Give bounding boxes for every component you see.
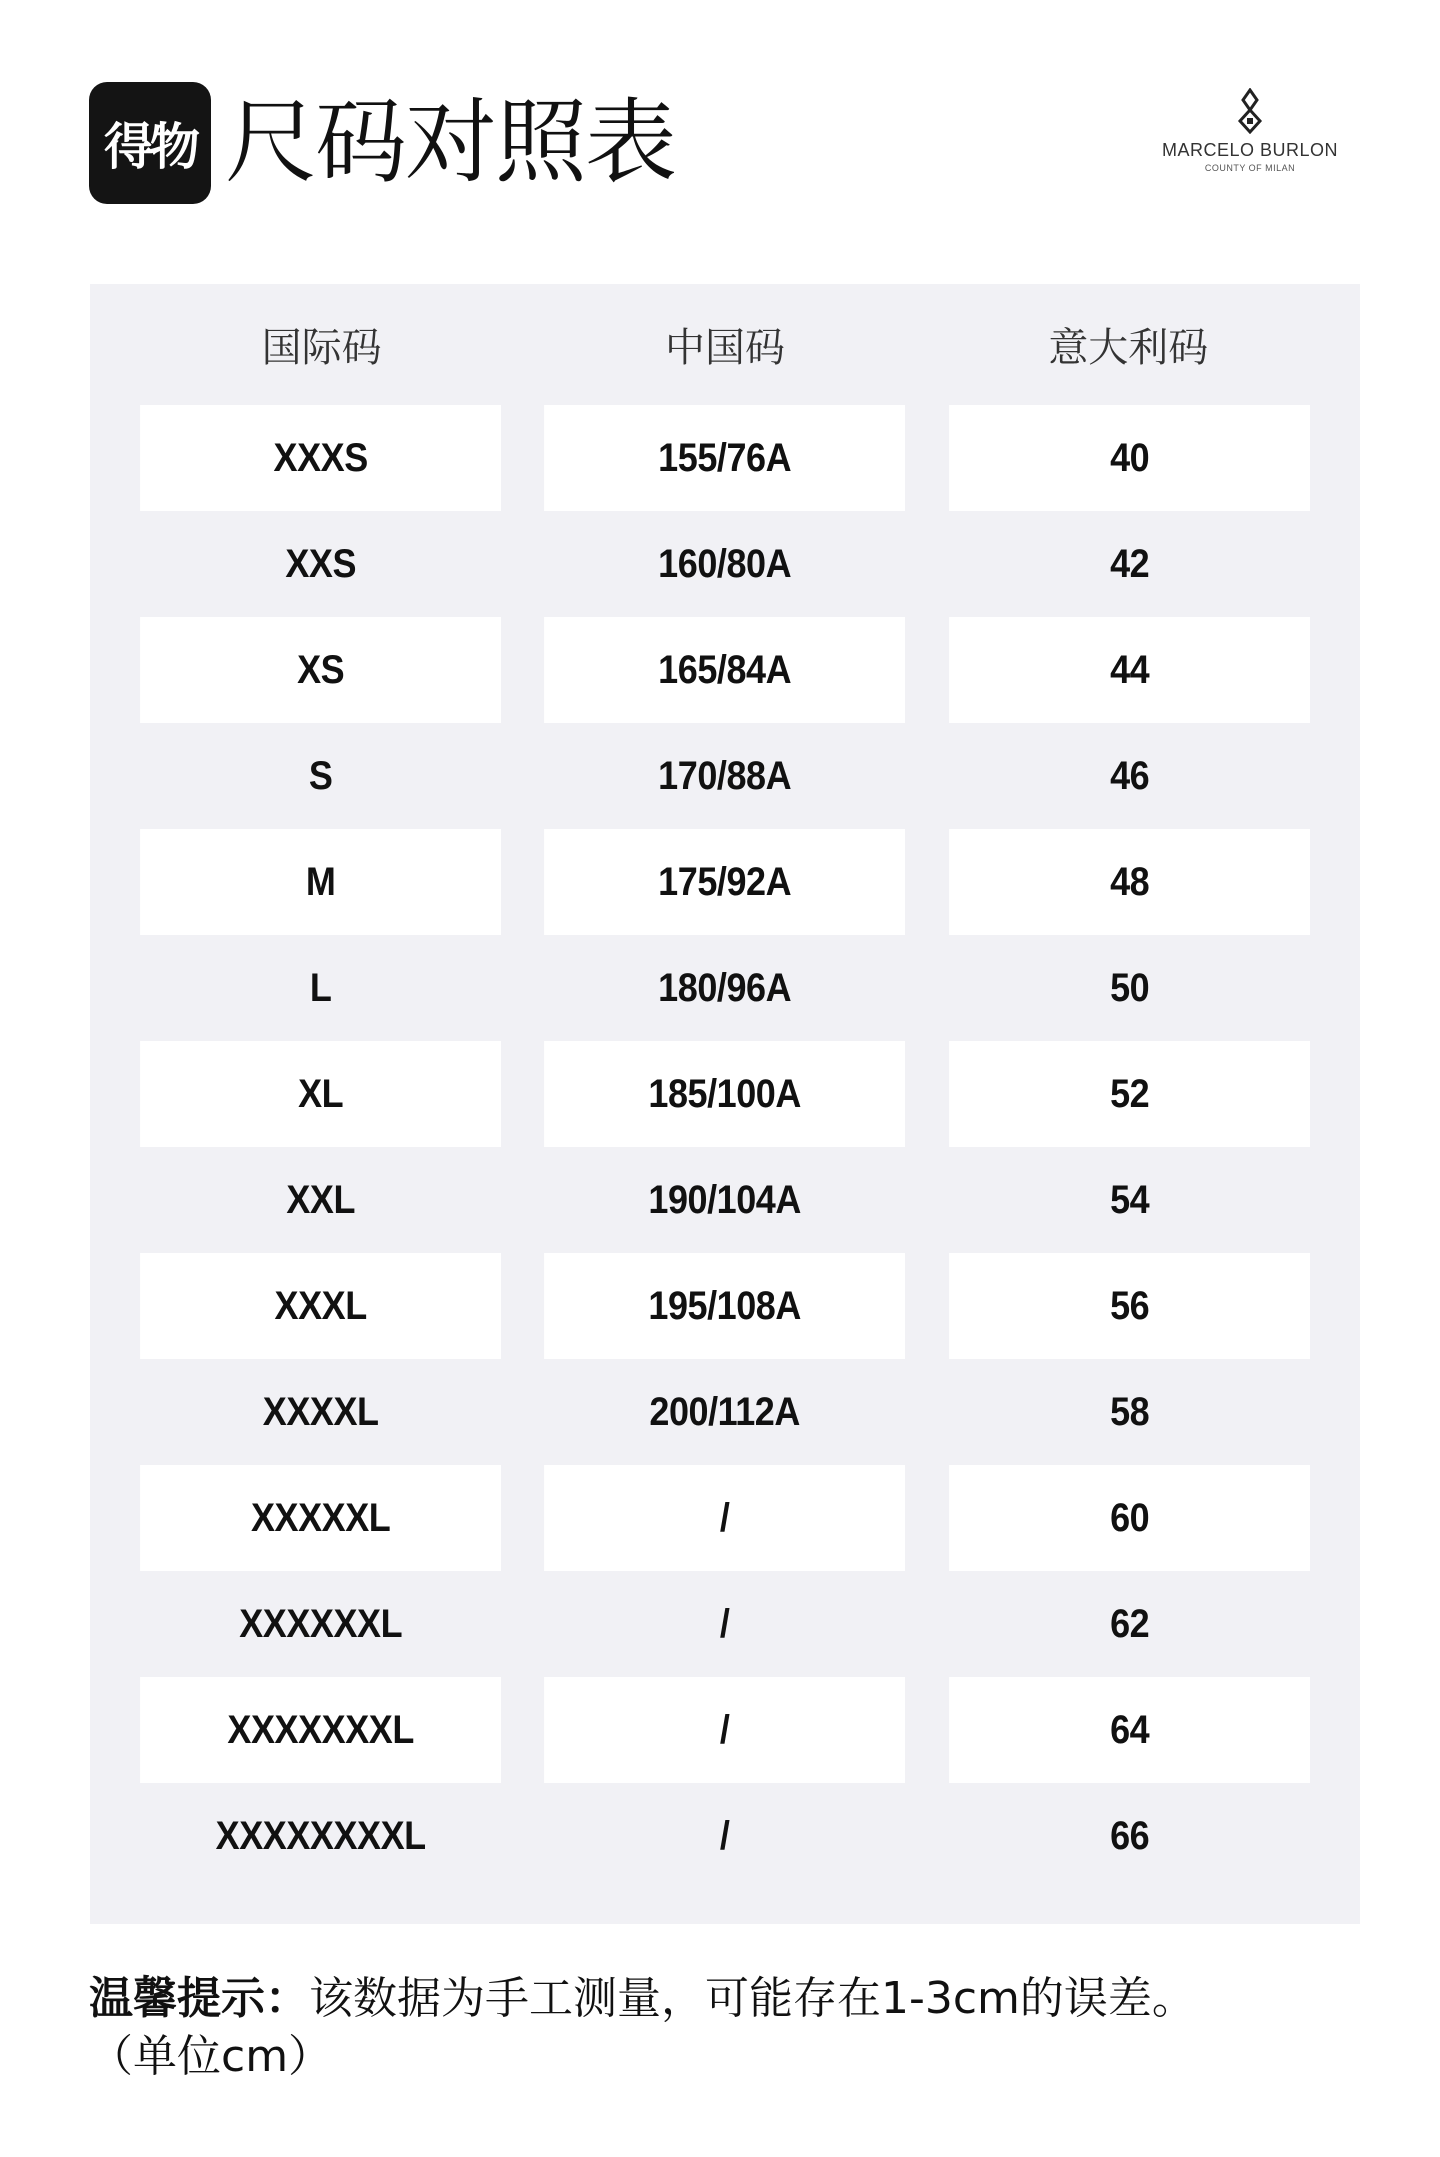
measurement-note [89,1970,1389,2086]
table-row [120,1147,1330,1253]
cell-italy-size: 58 [1109,1389,1149,1434]
column-header-italy: 意大利码 [1048,324,1209,371]
cell-china-size: 175/92A [544,829,905,935]
cell-international-size: XXL [286,1177,355,1222]
table-row [120,617,1330,723]
table-header [120,284,1330,404]
table-row [120,511,1330,617]
cell-china-size: / [544,1677,905,1783]
cell-italy-size: 40 [949,405,1310,511]
note-label: 温馨提示： [89,1973,309,2024]
column-header-china: 中国码 [664,324,785,371]
cell-china-size: 160/80A [658,541,792,586]
cell-international-size: XXXXXXXL [140,1677,501,1783]
cell-italy-size: 46 [1109,753,1149,798]
cell-international-size: XL [140,1041,501,1147]
table-row [120,935,1330,1041]
cell-international-size: XXXXXXL [239,1601,403,1646]
cell-international-size: XXXS [140,405,501,511]
note-unit: （单位cm） [89,2031,333,2082]
app-logo-badge: 得物 [89,82,211,204]
cell-china-size: 170/88A [658,753,792,798]
cell-italy-size: 50 [1109,965,1149,1010]
table-row [120,829,1330,935]
table-row [120,1359,1330,1465]
table-row [120,1041,1330,1147]
cell-international-size: XXS [285,541,357,586]
cell-china-size: / [720,1813,730,1858]
table-row [120,1783,1330,1889]
brand-logo [1150,88,1350,173]
brand-cross-icon [1235,88,1265,134]
cell-italy-size: 54 [1109,1177,1149,1222]
cell-italy-size: 52 [949,1041,1310,1147]
cell-china-size: 165/84A [544,617,905,723]
cell-italy-size: 42 [1109,541,1149,586]
table-row [120,405,1330,511]
page-title: 尺码对照表 [225,89,676,196]
note-text: 该数据为手工测量，可能存在1-3cm的误差。 [309,1973,1196,2024]
cell-china-size: 185/100A [544,1041,905,1147]
brand-subtitle: COUNTY OF MILAN [1204,163,1296,173]
cell-italy-size: 44 [949,617,1310,723]
size-chart-table [90,284,1360,1924]
table-body [120,405,1330,1889]
cell-china-size: 200/112A [649,1389,801,1434]
cell-international-size: XXXXXXXXL [215,1813,426,1858]
cell-international-size: XXXXL [262,1389,379,1434]
cell-international-size: M [140,829,501,935]
table-row [120,1677,1330,1783]
cell-international-size: XXXL [140,1253,501,1359]
cell-italy-size: 56 [949,1253,1310,1359]
cell-china-size: 155/76A [544,405,905,511]
cell-international-size: XXXXXL [140,1465,501,1571]
cell-china-size: 195/108A [544,1253,905,1359]
cell-italy-size: 64 [949,1677,1310,1783]
table-row [120,723,1330,829]
cell-italy-size: 60 [949,1465,1310,1571]
cell-china-size: 190/104A [648,1177,802,1222]
cell-international-size: S [308,753,333,798]
cell-international-size: XS [140,617,501,723]
cell-italy-size: 62 [1109,1601,1149,1646]
cell-international-size: L [309,965,332,1010]
table-row [120,1465,1330,1571]
page-header [89,82,675,204]
cell-italy-size: 48 [949,829,1310,935]
cell-china-size: / [720,1601,730,1646]
cell-china-size: / [544,1465,905,1571]
table-row [120,1253,1330,1359]
table-row [120,1571,1330,1677]
cell-italy-size: 66 [1109,1813,1149,1858]
cell-china-size: 180/96A [658,965,792,1010]
brand-name: MARCELO BURLON [1161,140,1339,160]
column-header-international: 国际码 [261,324,382,371]
